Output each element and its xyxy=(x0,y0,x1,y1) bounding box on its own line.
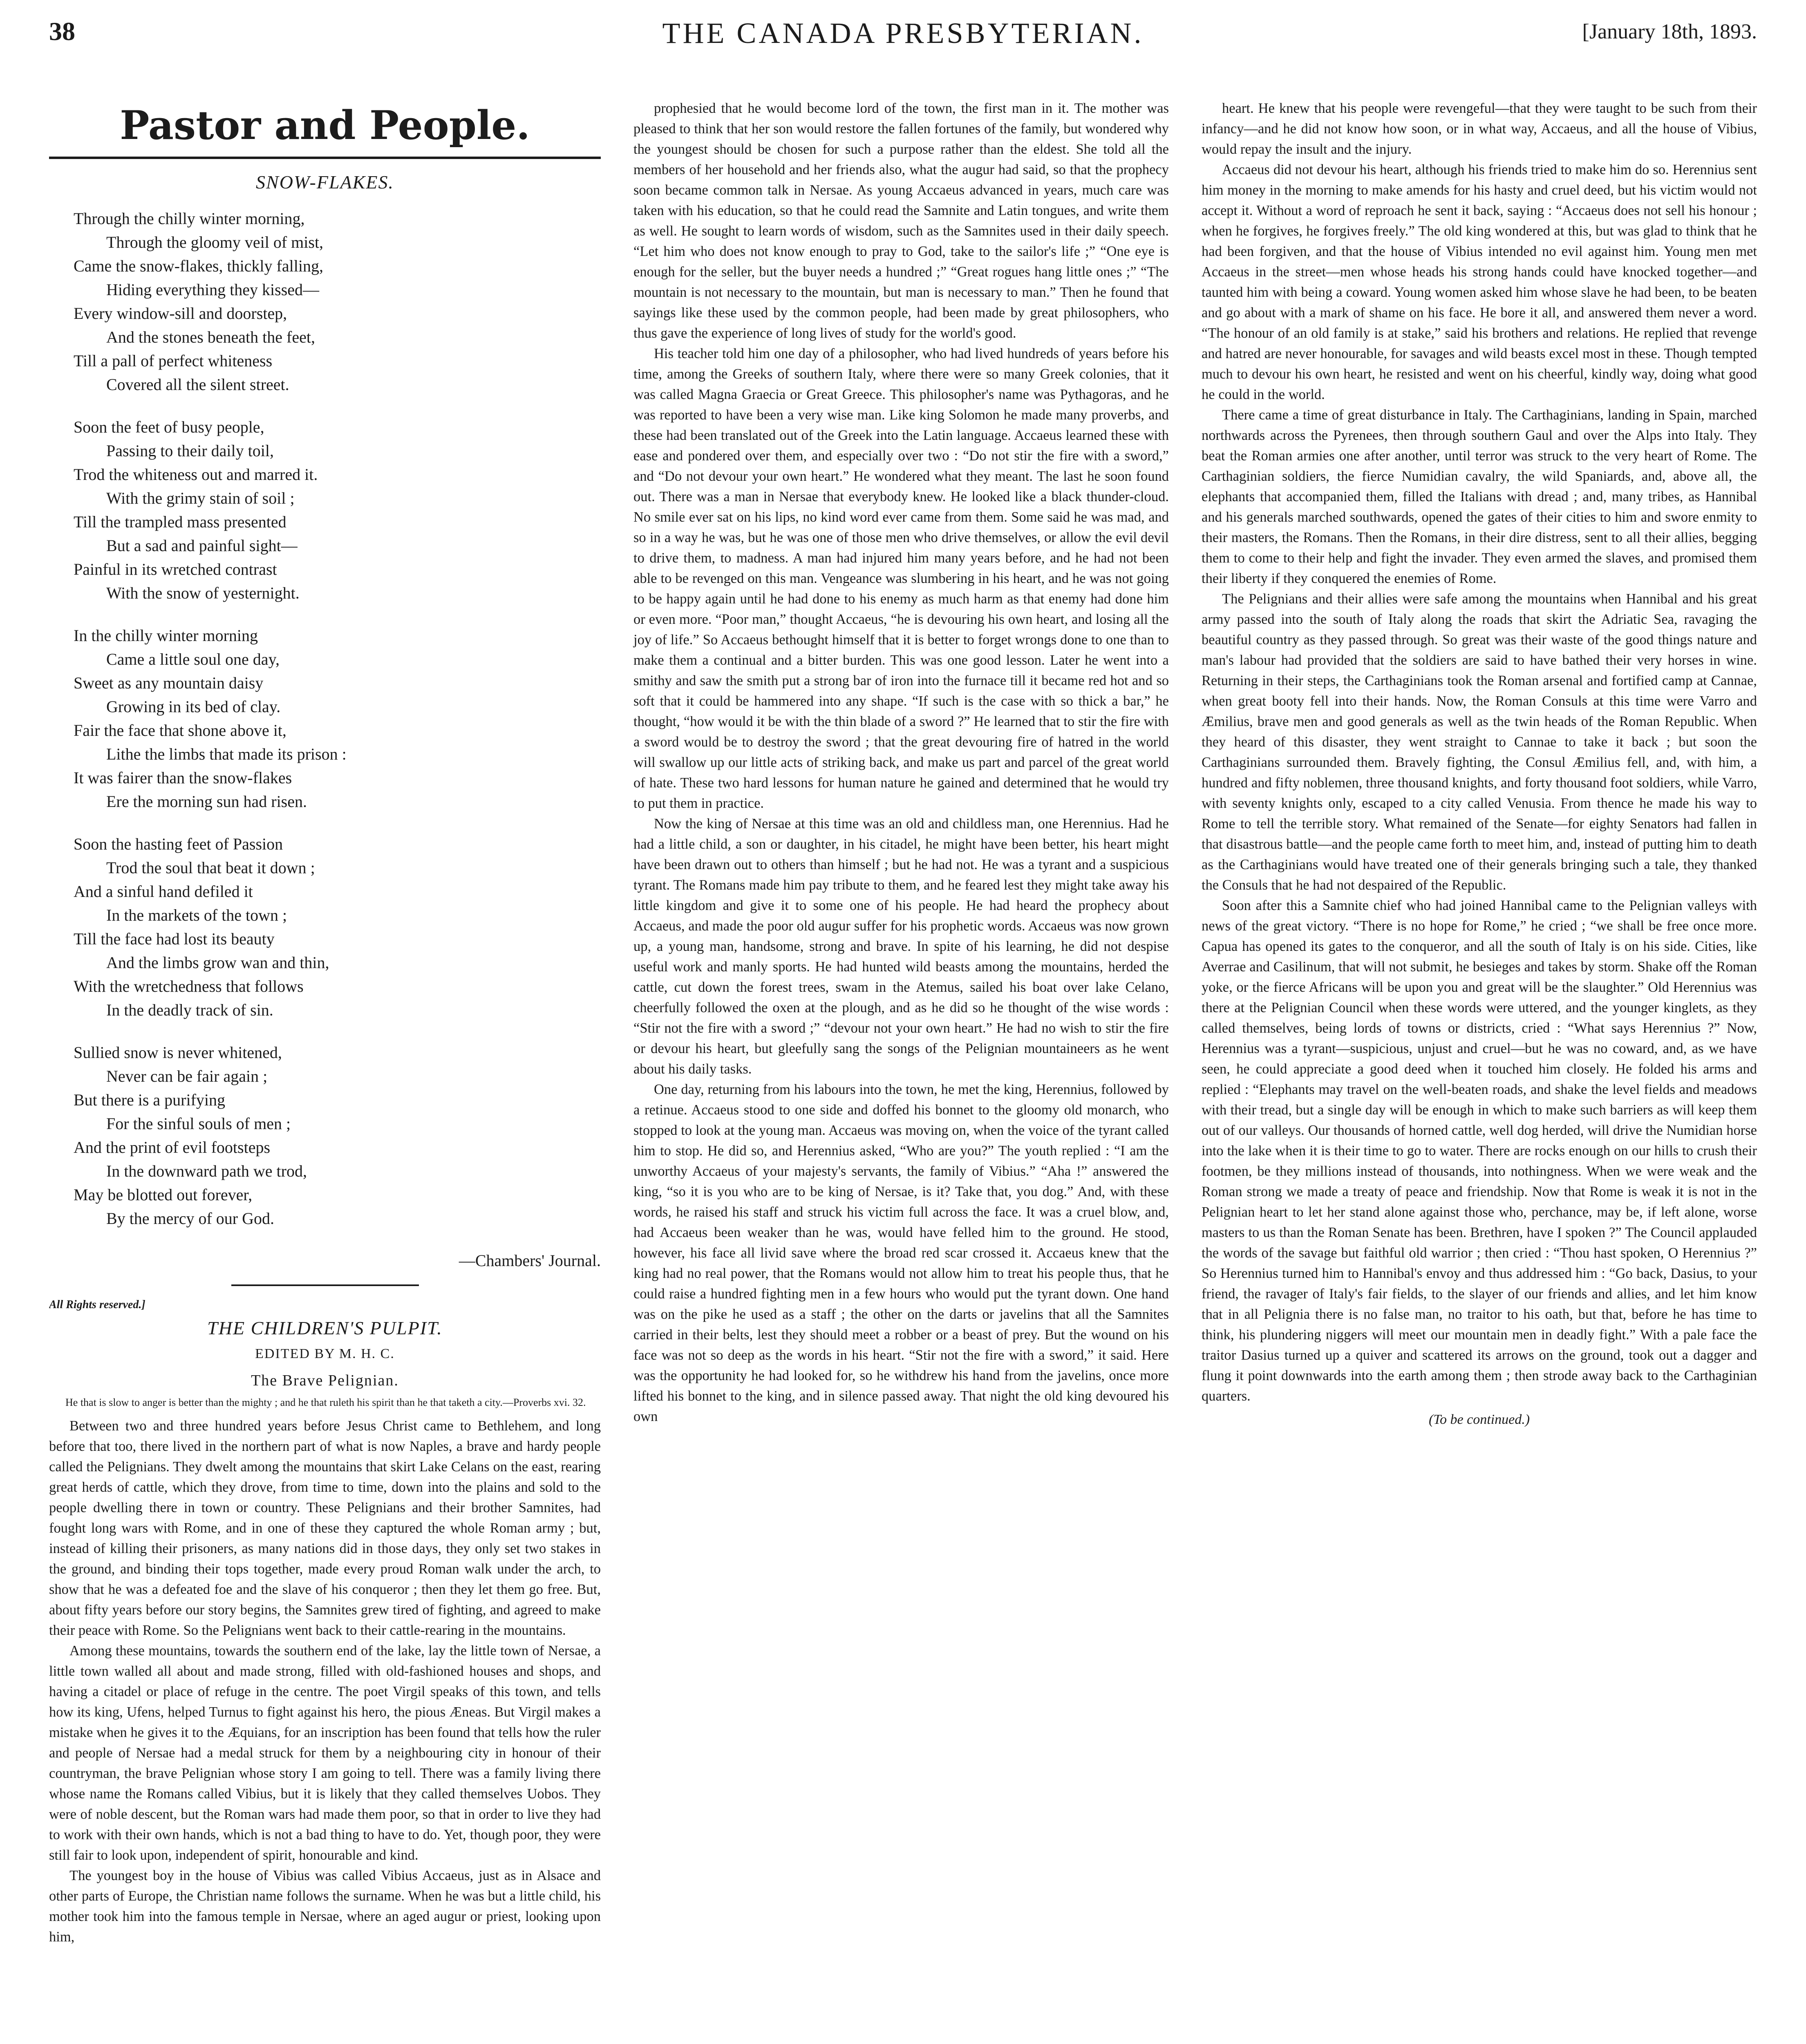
column-2 xyxy=(617,98,1185,2044)
poem-line: In the chilly winter morning xyxy=(74,626,258,645)
poem-line: Fair the face that shone above it, xyxy=(74,721,286,740)
poem-line: Came a little soul one day, xyxy=(106,650,280,668)
poem-stanza xyxy=(49,624,601,814)
poem-line: Ere the morning sun had risen. xyxy=(106,792,307,811)
paragraph: Soon after this a Samnite chief who had joined Hannibal came to the Pelignian valleys with news of the great victory. “There is no hope for Rome,” he cried ; “we shall be free once more. Capua has opened its gates to the conqueror, and all the south of Italy is on his side. Cities, like Averrae and Casilinum, that will not submit, he besieges and takes by storm. Shake off the Roman yoke, or the fierce Africans will be upon you and great will be the slaughter.” Old Herennius was there at the Pelignian Council when these words were uttered, and the younger kinglets, as they called themselves, being lords of towns or districts, cried : “What says Herennius ?” Now, Herennius was a tyrant—suspicious, unjust and cruel—but he was no coward, and, as we have seen, he could appreciate a good deed when it touched him closely. He folded his arms and replied : “Elephants may travel on the well-beaten roads, and shake the level fields and meadows with their tread, but a single day will be enough in which to make such barriers as will keep them out of our valleys. Our thousands of horned cattle, well dog herded, will drive the Numidian horse into the lake when it is their time to go to water. There are rocks enough on our hills to crush their footmen, be they millions instead of thousands, into nothingness. When we were weak and the Roman strong we made a treaty of peace and friendship. Now that Rome is weak it is not in the Pelignian heart to let her stand alone against those who, perchance, may be, if left alone, worse masters to us than the Roman Senate has been. Brethren, have I spoken ?” The Council applauded the words of the savage but faithful old warrior ; then cried : “Thou hast spoken, O Herennius ?” So Herennius turned him to Hannibal's envoy and thus addressed him : “Go back, Dasius, to your friend, the ravager of Italy's fair fields, to the slayer of our friends and allies, and let him know that in all Pelignia there is no false man, no traitor to his oath, but that, before he has time to think, his plundering niggers will meet our mountain men in deadly fight.” With a pale face the traitor Dasius turned up a quiver and scattered its arrows on the ground, took out a dagger and flung it point downwards into the earth among them ; then strode away back to the Carthaginian quarters. xyxy=(1202,898,1757,1404)
issue-date: [January 18th, 1893. xyxy=(1582,20,1757,43)
poem-line: Till a pall of perfect whiteness xyxy=(74,352,273,370)
paragraph: prophesied that he would become lord of the town, the first man in it. The mother was pleased to think that her son would restore the fallen fortunes of the family, but wondered why the youngest should be chosen for such a purpose rather than the eldest. She told all the members of her household and her friends also, what the augur had said, so that the prophecy soon became common talk in Nersae. As young Accaeus advanced in years, much care was taken with his education, so that he could read the Samnite and Latin tongues, and write them as well. He sought to learn words of wisdom, such as the Samnites used in their daily speech. “Let him who does not know enough to pray to God, take to the sailor's life ;” “One eye is enough for the seller, but the buyer needs a hundred ;” “Great rogues hang little ones ;” “The mountain is not necessary to the mountain, but man is necessary to man.” Then he found that sayings like these used by the common people, had been made by great philosophers, who thus gave the experience of long lives of study for the world's good. xyxy=(633,101,1169,341)
paragraph: Now the king of Nersae at this time was an old and childless man, one Herennius. Had he had a little child, a son or daughter, in his citadel, he might have been better, his heart might have been drawn out to others than himself ; but he had not. He was a tyrant and a suspicious tyrant. The Romans made him pay tribute to them, and he feared lest they might take away his little kingdom and give it to some one of his people. He had heard the prophecy about Accaeus, and made the poor old augur suffer for his prophetic words. Accaeus was now grown up, a young man, handsome, strong and brave. In spite of his learning, he did not despise useful work and manly sports. He had hunted wild beasts among the mountains, herded the cattle, cut down the forest trees, swam in the Atemus, sailed his boat over lake Celano, cheerfully followed the oxen at the plough, and as he did so he thought of the wise words : “Stir not the fire with a sword ;” “devour not your own heart.” He had no wish to stir the fire or devour his heart, but gleefully sang the songs of the Pelignian mountaineers as he went about his daily tasks. xyxy=(633,816,1169,1077)
column-3 xyxy=(1185,98,1757,2044)
column-1 xyxy=(49,98,617,2044)
page-number: 38 xyxy=(49,17,75,46)
poem-line: Through the gloomy veil of mist, xyxy=(106,233,324,251)
poem-title: SNOW-FLAKES. xyxy=(256,172,394,193)
poem-line: It was fairer than the snow-flakes xyxy=(74,769,292,787)
column-2-text xyxy=(633,98,1169,1427)
rights-notice: All Rights reserved.] xyxy=(49,1298,145,1311)
poem-line: Came the snow-flakes, thickly falling, xyxy=(74,257,323,275)
poem-line: And a sinful hand defiled it xyxy=(74,882,253,901)
poem-body xyxy=(49,207,601,1230)
paragraph: Accaeus did not devour his heart, although his friends tried to make him do so. Herennius sent him money in the morning to make amends for his hasty and cruel deed, but his victim would not accept it. Without a word of reproach he sent it back, saying : “Accaeus does not sell his honour ; when he forgives, he forgives freely.” The old king wondered at this, but was glad to think that he had been forgiven, and that the house of Vibius intended no evil against him. Young men met Accaeus in the street—men whose heads his strong hands could have knocked together—and taunted him with being a coward. Young women asked him whose slave he had been, to be beaten and go about with a mark of shame on his face. He bore it all, and answered them never a word. “The honour of an old family is at stake,” said his brothers and relations. He replied that revenge and hatred are never honourable, for savages and wild beasts excel most in these. Though tempted much to devour his own heart, he resisted and went on his cheerful, kindly way, doing what good he could in the world. xyxy=(1202,162,1757,402)
poem-line: Soon the hasting feet of Passion xyxy=(74,835,283,853)
poem-line: By the mercy of our God. xyxy=(106,1209,275,1228)
paragraph: One day, returning from his labours into the town, he met the king, Herennius, followed by a retinue. Accaeus stood to one side and doffed his bonnet to the gloomy old monarch, who stopped to look at the young man. Accaeus was moving on, when the voice of the tyrant called him to stop. He did so, and Herennius asked, “Who are you?” The youth replied : “I am the unworthy Accaeus of your majesty's servants, the family of Vibius.” “Aha !” answered the king, “so it is you who are to be king of Nersae, is it? Take that, you dog.” And, with these words, he raised his staff and struck his victim full across the face. It was a cruel blow, and, had Accaeus been weaker than he was, would have felled him to the ground. He stood, however, his face all livid save where the broad red scar crossed it. Accaeus knew that the king had no real power, that the Romans would not allow him to treat his people thus, that he could raise a hundred fighting men in a few hours who would put the tyrant down. One hand was on the pike he used as a staff ; the other on the darts or javelins that all the Samnites carried in their belts, lest they should meet a robber or a beast of prey. But the wound on his face was not so deep as the words in his heart. “Stir not the fire with a sword,” it said. Here was the opportunity he had looked for, so he withdrew his hand from the javelins, once more lifted his bonnet to the king, and in silence passed away. That night the old king devoured his own xyxy=(633,1082,1169,1424)
newspaper-title: THE CANADA PRESBYTERIAN. xyxy=(662,17,1144,49)
poem-line: For the sinful souls of men ; xyxy=(106,1114,291,1133)
editor-line: EDITED BY M. H. C. xyxy=(255,1346,395,1361)
poem-stanza xyxy=(49,1041,601,1230)
poem-line: In the deadly track of sin. xyxy=(106,1001,273,1019)
paragraph: heart. He knew that his people were revengeful—that they were taught to be such from their infancy—and he did not know how soon, or in what way, Accaeus, and all the house of Vibius, would repay the insult and the injury. xyxy=(1202,101,1757,157)
paragraph: Between two and three hundred years before Jesus Christ came to Bethlehem, and long before that too, there lived in the northern part of what is now Naples, a brave and hardy people called the Pelignians. They dwelt among the mountains that skirt Lake Celans on the east, rearing great herds of cattle, which they drove, from time to time, down into the plains and sold to the people dwelling there in town or country. These Pelignians and their brother Samnites, had fought long wars with Rome, and in one of these they captured the whole Roman army ; but, instead of killing their prisoners, as many nations did in those days, they only set two stakes in the ground, and binding their tops together, made every proud Roman walk under the arch, to show that he was a defeated foe and the slave of his conqueror ; then they let them go free. But, about fifty years before our story begins, the Samnites grew tired of fighting, and agreed to make their peace with Rome. So the Pelignians went back to their cattle-rearing in the mountains. xyxy=(49,1418,601,1638)
article-columns xyxy=(49,98,1757,2044)
poem-line: Hiding everything they kissed— xyxy=(106,280,320,299)
poem-line: Trod the soul that beat it down ; xyxy=(106,858,315,877)
paragraph: There came a time of great disturbance in Italy. The Carthaginians, landing in Spain, marched northwards across the Pyrenees, then through southern Gaul and over the Alps into Italy. They beat the Roman armies one after another, until terror was struck to the very heart of Rome. The Carthaginian soldiers, the fierce Numidian cavalry, the wild Spaniards, and, above all, the elephants that accompanied them, filled the Italians with dread ; and, many tribes, as Hannibal and his generals marched southwards, opened the gates of their cities to him and swore enmity to their masters, the Romans. Then the Romans, in their dire distress, sent to all their allies, begging them to come to their help and fight the invader. They even armed the slaves, and promised them their liberty if they conquered the enemies of Rome. xyxy=(1202,407,1757,586)
divider xyxy=(231,1284,419,1286)
section-heading: Pastor and People. xyxy=(49,102,601,159)
masthead xyxy=(49,16,1757,65)
poem-line: Sweet as any mountain daisy xyxy=(74,674,264,692)
paragraph: Among these mountains, towards the southern end of the lake, lay the little town of Nersae, a little town walled all about and made strong, filled with old-fashioned houses and shops, and having a citadel or place of refuge in the centre. The poet Virgil speaks of this town, and tells how its king, Ufens, helped Turnus to fight against his hero, the pious Æneas. But Virgil makes a mistake when he gives it to the Æquians, for an inscription has been found that tells how the ruler and people of Nersae had a medal struck for them by a neighbouring city in honour of their countryman, the brave Pelignian whose story I am going to tell. There was a family living there whose name the Romans called Vibius, but it is likely that they called themselves Uobos. They were of noble descent, but the Roman wars had made them poor, so that in order to live they had to work with their own hands, which is not a bad thing to have to do. Yet, though poor, they were still fair to look upon, independent of spirit, honourable and kind. xyxy=(49,1643,601,1863)
continued-note: (To be continued.) xyxy=(1428,1412,1530,1427)
poem-line: Through the chilly winter morning, xyxy=(74,209,305,228)
paragraph: The Pelignians and their allies were safe among the mountains when Hannibal and his great army passed into the south of Italy along the roads that skirt the Adriatic Sea, ravaging the beautiful country as they passed through. So great was their waste of the good things nature and man's labour had provided that the soldiers are said to have bathed their very horses in wine. Returning in their steps, the Carthaginians took the Roman arsenal and fortified camp at Cannae, when great booty fell into their hands. Now, the Roman Consuls at this time were Varro and Æmilius, brave men and good generals as well as the twin heads of the Roman Republic. When they heard of this disaster, they went straight to Cannae to take it back ; but soon the Carthaginians surrounded them. Bravely fighting, the Consul Æmilius fell, and, with him, a hundred and fifty noblemen, three thousand knights, and forty thousand foot soldiers, while Varro, with seventy knights only, escaped to a city called Venusia. From thence he made his way to Rome to tell the terrible story. What remained of the Senate—for eighty Senators had fallen in that disastrous battle—and the people came forth to meet him, and, instead of putting him to death as the Carthaginians would have treated one of their generals bringing such a tale, they thanked the Consuls that he had not despaired of the Republic. xyxy=(1202,591,1757,893)
poem-line: Till the face had lost its beauty xyxy=(74,930,275,948)
poem-line: With the grimy stain of soil ; xyxy=(106,489,295,507)
poem-line: Lithe the limbs that made its prison : xyxy=(106,745,347,763)
poem-line: In the downward path we trod, xyxy=(106,1162,307,1180)
poem-stanza xyxy=(49,832,601,1022)
poem-line: Never can be fair again ; xyxy=(106,1067,268,1085)
poem-line: But a sad and painful sight— xyxy=(106,536,298,555)
poem-line: Growing in its bed of clay. xyxy=(106,697,281,716)
poem-line: Trod the whiteness out and marred it. xyxy=(74,465,318,484)
poem-line: With the snow of yesternight. xyxy=(106,584,300,602)
epigraph: He that is slow to anger is better than the mighty ; and he that ruleth his spirit than he that taketh a city.—Proverbs xvi. 32. xyxy=(65,1396,586,1408)
column-1-text xyxy=(49,1416,601,1947)
story-title: The Brave Pelignian. xyxy=(251,1372,399,1389)
poem-credit: —Chambers' Journal. xyxy=(459,1251,601,1270)
paragraph: His teacher told him one day of a philosopher, who had lived hundreds of years before his time, among the Greeks of southern Italy, where there were so many Greek colonies, that it was called Magna Graecia or Great Greece. This philosopher's name was Pythagoras, and he was reported to have been a very wise man. Like king Solomon he made many proverbs, and these had been translated out of the Greek into the Latin language. Accaeus learned these with ease and pondered over them, and especially over two : “Do not stir the fire with a sword,” and “Do not devour your own heart.” He wondered what they meant. The last he soon found out. There was a man in Nersae that everybody knew. He looked like a black thunder-cloud. No smile ever sat on his lips, no kind word ever came from them. Some said he was mad, and so in a way he was, but he was one of those men who drive themselves, or allow the evil devil to drive them, to madness. A man had injured him many years before, and he had not been able to be revenged on this man. Vengeance was slumbering in his heart, and he was not going to be happy again until he had done to his enemy as much harm as that enemy had done him or even more. “Poor man,” thought Accaeus, “he is devouring his own heart, and losing all the joy of life.” So Accaeus bethought himself that it is better to forget wrongs done to one than to make them a continual and a bitter burden. This was one good lesson. Later he went into a smithy and saw the smith put a strong bar of iron into the furnace till it became red hot and so soft that it could be hammered into any shape. “If such is the case with so thick a bar,” he thought, “how would it be with the thin blade of a sword ?” He learned that to stir the fire with a sword would be to destroy the sword ; that the great devouring fire of hatred in the world will swallow up our little acts of striking back, and make us part and parcel of the great world of hate. These two hard lessons for human nature he gained and determined that he would try to put them in practice. xyxy=(633,346,1169,811)
poem-line: Till the trampled mass presented xyxy=(74,513,286,531)
poem-line: May be blotted out forever, xyxy=(74,1186,253,1204)
poem-stanza xyxy=(49,207,601,397)
poem-line: Sullied snow is never whitened, xyxy=(74,1043,282,1062)
poem-line: With the wretchedness that follows xyxy=(74,977,304,995)
pulpit-title: THE CHILDREN'S PULPIT. xyxy=(207,1318,443,1338)
poem-line: Painful in its wretched contrast xyxy=(74,560,277,578)
poem-line: Every window-sill and doorstep, xyxy=(74,304,287,323)
poem-stanza xyxy=(49,415,601,605)
poem-line: In the markets of the town ; xyxy=(106,906,287,924)
poem-line: Covered all the silent street. xyxy=(106,375,289,394)
column-3-text xyxy=(1202,98,1757,1406)
poem-line: Passing to their daily toil, xyxy=(106,442,274,460)
poem-line: And the limbs grow wan and thin, xyxy=(106,953,329,972)
poem-line: And the print of evil footsteps xyxy=(74,1138,271,1156)
poem-line: And the stones beneath the feet, xyxy=(106,328,315,346)
paragraph: The youngest boy in the house of Vibius was called Vibius Accaeus, just as in Alsace and other parts of Europe, the Christian name follows the surname. When he was but a little child, his mother took him into the famous temple in Nersae, where an aged augur or priest, looking upon him, xyxy=(49,1868,601,1945)
poem-line: But there is a purifying xyxy=(74,1091,226,1109)
poem-line: Soon the feet of busy people, xyxy=(74,418,264,436)
